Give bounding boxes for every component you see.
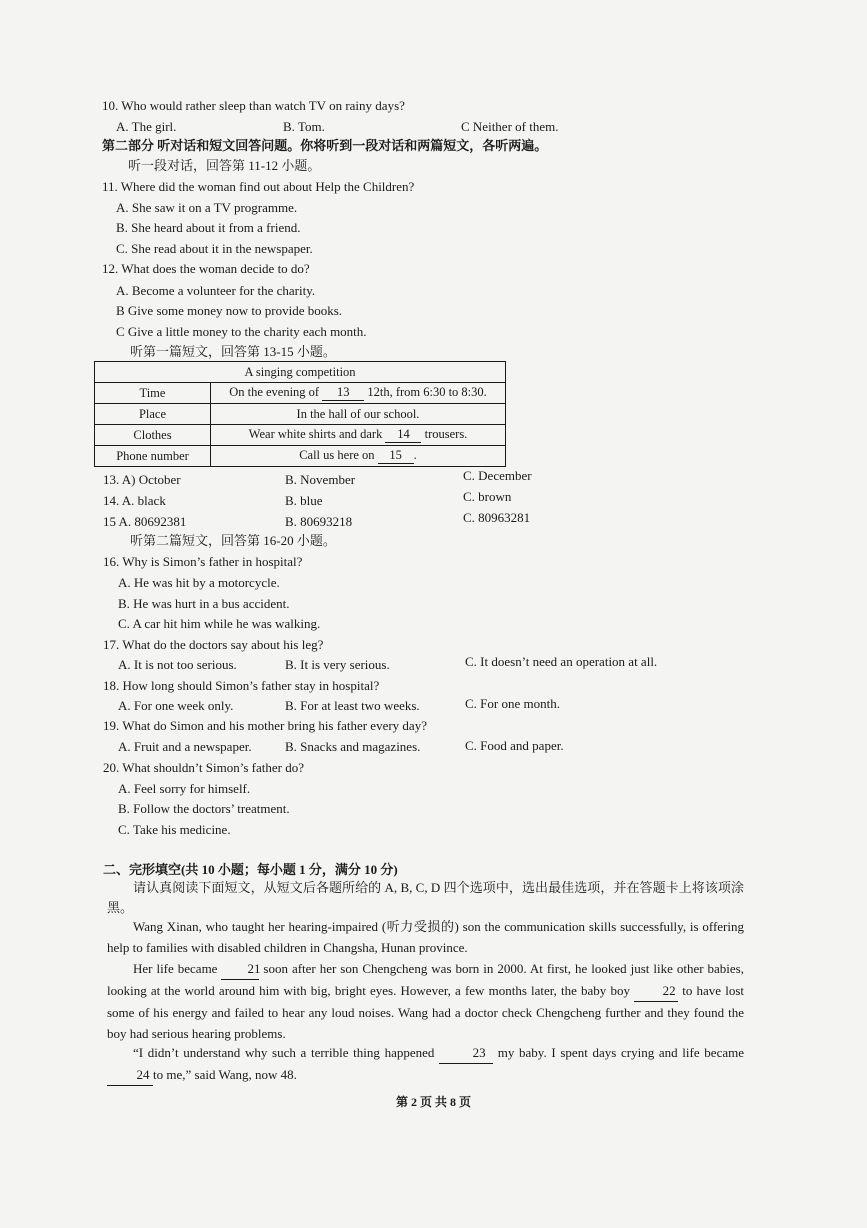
- q18-option-c: C. For one month.: [465, 696, 560, 711]
- q20-stem: 20. What shouldn’t Simon’s father do?: [103, 760, 304, 775]
- q17-option-c: C. It doesn’t need an operation at all.: [465, 654, 658, 669]
- table-row: [95, 383, 506, 404]
- q14-option-b: B. blue: [285, 493, 323, 508]
- q14-option-a: 14. A. black: [103, 493, 166, 508]
- blank-13: 13: [322, 385, 364, 401]
- intro-passage-one: 听第一篇短文，回答第 13-15 小题。: [130, 344, 336, 359]
- q10-option-b: B. Tom.: [283, 119, 325, 134]
- table-value-phone: Call us here on 15 .: [211, 446, 506, 467]
- q16-option-c: C. A car hit him while he was walking.: [118, 616, 321, 631]
- cloze-paragraph-1: Wang Xinan, who taught her hearing-impaired (听力受损的) son the communication skills successfully, is offering help to families with disabled children in Changsha, Hunan province.: [107, 919, 744, 955]
- section2-instruction: 请认真阅读下面短文，从短文后各题所给的 A, B, C, D 四个选项中，选出最佳选项，并在答题卡上将该项涂黑。: [107, 880, 744, 915]
- table-value-time: On the evening of 13 12th, from 6:30 to 8:30.: [211, 383, 506, 404]
- q10-option-c: C Neither of them.: [461, 119, 559, 134]
- table-row: [95, 446, 506, 467]
- q11-option-c: C. She read about it in the newspaper.: [116, 241, 313, 256]
- table-key-place: Place: [95, 404, 211, 425]
- singing-competition-table: [94, 361, 506, 467]
- blank-14: 14: [385, 427, 421, 443]
- q16-option-a: A. He was hit by a motorcycle.: [118, 575, 280, 590]
- q18-stem: 18. How long should Simon’s father stay in hospital?: [103, 678, 380, 693]
- q15-option-b: B. 80693218: [285, 514, 353, 529]
- blank-22: 22: [634, 980, 678, 1002]
- blank-21: 21: [221, 958, 259, 980]
- page-footer: 第 2 页 共 8 页: [395, 1095, 471, 1109]
- q10-option-a: A. The girl.: [116, 119, 177, 134]
- q11-stem: 11. Where did the woman find out about Help the Children?: [102, 179, 415, 194]
- q20-option-c: C. Take his medicine.: [118, 822, 231, 837]
- q14-option-c: C. brown: [463, 489, 512, 504]
- table-value-clothes: Wear white shirts and dark 14 trousers.: [211, 425, 506, 446]
- table-title: A singing competition: [95, 362, 506, 383]
- q19-option-a: A. Fruit and a newspaper.: [118, 739, 252, 754]
- part2-heading: 第二部分 听对话和短文回答问题。你将听到一段对话和两篇短文，各听两遍。: [102, 138, 548, 153]
- blank-24: 24: [107, 1064, 153, 1086]
- q19-stem: 19. What do Simon and his mother bring his father every day?: [103, 718, 427, 733]
- q19-option-c: C. Food and paper.: [465, 738, 564, 753]
- section2-heading: 二、完形填空(共 10 小题；每小题 1 分，满分 10 分): [103, 862, 398, 877]
- q13-option-b: B. November: [285, 472, 356, 487]
- q10-stem: 10. Who would rather sleep than watch TV on rainy days?: [102, 98, 405, 113]
- q18-option-a: A. For one week only.: [118, 698, 234, 713]
- q16-option-b: B. He was hurt in a bus accident.: [118, 596, 290, 611]
- q12-option-a: A. Become a volunteer for the charity.: [116, 283, 316, 298]
- q17-option-a: A. It is not too serious.: [118, 657, 237, 672]
- q12-stem: 12. What does the woman decide to do?: [102, 261, 310, 276]
- part2-intro-dialogue: 听一段对话，回答第 11-12 小题。: [128, 158, 321, 173]
- blank-23: 23: [439, 1042, 493, 1064]
- blank-15: 15: [378, 448, 414, 464]
- cloze-paragraph-3: “I didn’t understand why such a terrible thing happened 23 my baby. I spent days crying and life became 24 to me,” said Wang, now 48.: [107, 1042, 744, 1086]
- cloze-paragraph-2: Her life became 21 soon after her son Chengcheng was born in 2000. At first, he looked just like other babies, looking at the world around him with big, bright eyes. However, a few months later, the baby boy 22 to have lost some of his energy and failed to hear any loud noises. Wang had a doctor check Chengcheng further and they found the boy had serious hearing problems.: [107, 958, 744, 1044]
- table-row: [95, 404, 506, 425]
- q17-option-b: B. It is very serious.: [285, 657, 390, 672]
- intro-passage-two: 听第二篇短文，回答第 16-20 小题。: [130, 533, 336, 548]
- table-key-phone: Phone number: [95, 446, 211, 467]
- q13-option-a: 13. A) October: [103, 472, 181, 487]
- q11-option-a: A. She saw it on a TV programme.: [116, 200, 298, 215]
- q18-option-b: B. For at least two weeks.: [285, 698, 420, 713]
- q15-option-c: C. 80963281: [463, 510, 531, 525]
- q16-stem: 16. Why is Simon’s father in hospital?: [103, 554, 303, 569]
- q11-option-b: B. She heard about it from a friend.: [116, 220, 301, 235]
- q19-option-b: B. Snacks and magazines.: [285, 739, 421, 754]
- q20-option-b: B. Follow the doctors’ treatment.: [118, 801, 290, 816]
- table-row: [95, 425, 506, 446]
- q17-stem: 17. What do the doctors say about his leg?: [103, 637, 324, 652]
- q15-option-a: 15 A. 80692381: [103, 514, 187, 529]
- table-key-clothes: Clothes: [95, 425, 211, 446]
- q12-option-c: C Give a little money to the charity each month.: [116, 324, 367, 339]
- table-value-place: In the hall of our school.: [211, 404, 506, 425]
- table-key-time: Time: [95, 383, 211, 404]
- q13-option-c: C. December: [463, 468, 532, 483]
- q12-option-b: B Give some money now to provide books.: [116, 303, 343, 318]
- q20-option-a: A. Feel sorry for himself.: [118, 781, 251, 796]
